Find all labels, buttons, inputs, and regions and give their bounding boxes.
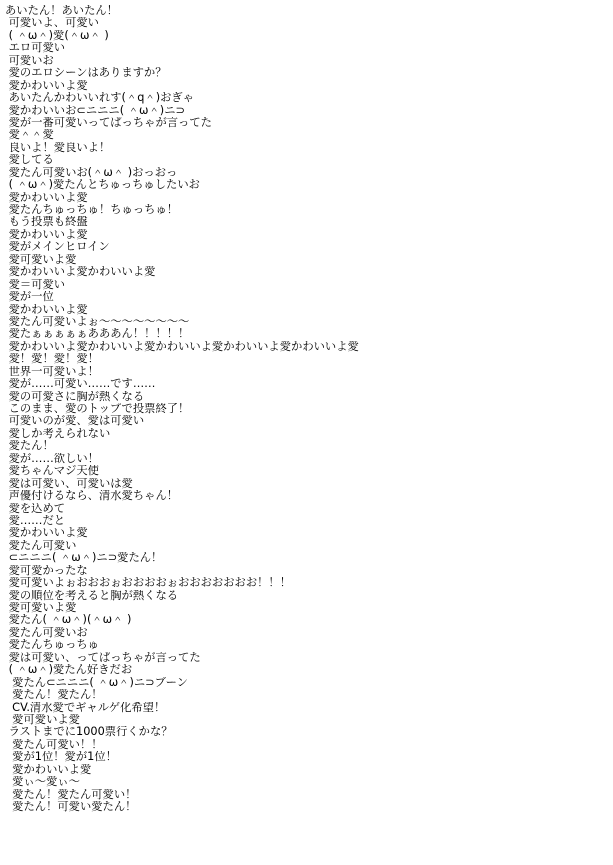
text-line: 愛が一位 [5, 291, 54, 304]
text-document [5, 5, 609, 865]
text-line: 愛の可愛さに胸が熱くなる [5, 390, 145, 403]
text-line: 愛……だと [5, 514, 66, 527]
text-line: 愛たん可愛いよぉ～～～～～～～～ [5, 315, 190, 328]
text-line: 愛かわいいよ愛かわいいよ愛 [5, 266, 156, 279]
text-line: 愛たぁぁぁぁぁあああん！！！！！ [5, 328, 190, 341]
text-line: 愛かわいいよ愛かわいいよ愛かわいいよ愛かわいいよ愛かわいいよ愛 [5, 340, 359, 353]
text-line: もう投票も終盤 [5, 216, 88, 229]
text-line: 愛たん⊂ニニニ( ＾ω＾)ニ⊃ブーン [5, 676, 188, 689]
text-line: 愛たん可愛いお(＾ω＾ )おっおっ [5, 166, 178, 179]
text-line: 可愛いのが愛、愛は可愛い [5, 415, 145, 428]
text-line: 愛可愛かったな [5, 564, 88, 577]
text-line: このまま、愛のトップで投票終了！ [5, 403, 190, 415]
text-line: 愛たん！可愛い愛たん！ [5, 801, 137, 813]
text-line: ラストまでに1000票行くかな？ [5, 726, 173, 739]
text-line: 愛たんちゅっちゅ [5, 639, 99, 652]
text-line: 愛たん！ [5, 440, 54, 453]
text-line: 愛かわいいお⊂ニニニ( ＾ω＾)ニ⊃ [5, 104, 185, 117]
text-line: 可愛いお [5, 54, 54, 67]
text-line: 愛が……可愛い……です…… [5, 378, 156, 391]
text-line: 愛たん！愛たん！ [5, 689, 103, 702]
text-line: 愛かわいいよ愛 [5, 228, 88, 241]
text-line: あいたんかわいいれす(＾q＾)おぎゃ [5, 92, 195, 105]
text-line: あいたん！あいたん！ [5, 5, 118, 17]
text-line: 愛かわいいよ愛 [5, 527, 88, 540]
text-line: 愛の順位を考えると胸が熱くなる [5, 589, 179, 602]
text-line: 愛は可愛い、可愛いは愛 [5, 477, 133, 490]
text-line: ( ＾ω＾)愛たんとちゅっちゅしたいお [5, 179, 200, 192]
text-line: 可愛いよ、可愛い [5, 17, 99, 30]
text-line: エロ可愛い [5, 42, 66, 55]
text-line: ( ＾ω＾)愛たん好きだお [5, 664, 133, 677]
text-line: 愛たん可愛い [5, 539, 77, 552]
text-line: 良いよ！愛良いよ！ [5, 141, 111, 154]
text-line: 愛可愛いよ愛 [5, 602, 77, 614]
text-line: 愛かわいいよ愛 [5, 191, 88, 204]
text-line: 愛かわいいよ愛 [5, 79, 88, 92]
text-line: 愛を込めて [5, 502, 66, 515]
text-line: 愛たん可愛い！！ [5, 738, 103, 751]
text-line: 声優付けるなら、清水愛ちゃん！ [5, 490, 179, 503]
text-line: ( ＾ω＾)愛(＾ω＾ ) [5, 29, 109, 42]
text-line: CV.清水愛でギャルゲ化希望！ [5, 701, 166, 714]
text-line: 愛たんちゅっちゅ！ちゅっちゅ！ [5, 204, 179, 216]
text-line: 愛可愛いよ愛 [5, 713, 80, 726]
text-line: 愛しか考えられない [5, 427, 111, 440]
text-line: 世界一可愛いよ！ [5, 365, 99, 378]
text-line: 愛のエロシーンはありますか？ [5, 67, 167, 80]
text-line: 愛たん可愛いお [5, 626, 88, 639]
text-line: 愛たん( ＾ω＾)(＾ω＾ ) [5, 614, 132, 627]
text-line: 愛＾＾愛 [5, 129, 54, 142]
text-line: 愛が一番可愛いってぱっちゃが言ってた [5, 116, 212, 129]
text-line: 愛！愛！愛！愛！ [5, 353, 99, 366]
text-line: 愛ちゃんマジ天使 [5, 465, 99, 478]
text-line: 愛が1位！愛が1位！ [5, 751, 117, 764]
text-line: 愛かわいいよ愛 [5, 763, 92, 776]
text-line: 愛かわいいよ愛 [5, 303, 88, 316]
text-line: 愛は可愛い、ってぱっちゃが言ってた [5, 651, 201, 664]
text-line: 愛＝可愛い [5, 278, 66, 291]
text-line: 愛ぃ～愛ぃ～ [5, 776, 80, 789]
text-line: 愛可愛いよぉおおおぉおおおおぉおおおおおおお！！！ [5, 577, 292, 590]
text-line: 愛がメインヒロイン [5, 241, 110, 254]
text-line: 愛可愛いよ愛 [5, 253, 77, 266]
text-line: 愛たん！愛たん可愛い！ [5, 788, 137, 801]
text-line: 愛してる [5, 154, 54, 167]
text-line: ⊂ニニニ( ＾ω＾)ニ⊃愛たん！ [5, 552, 163, 565]
text-line: 愛が……欲しい！ [5, 452, 99, 465]
